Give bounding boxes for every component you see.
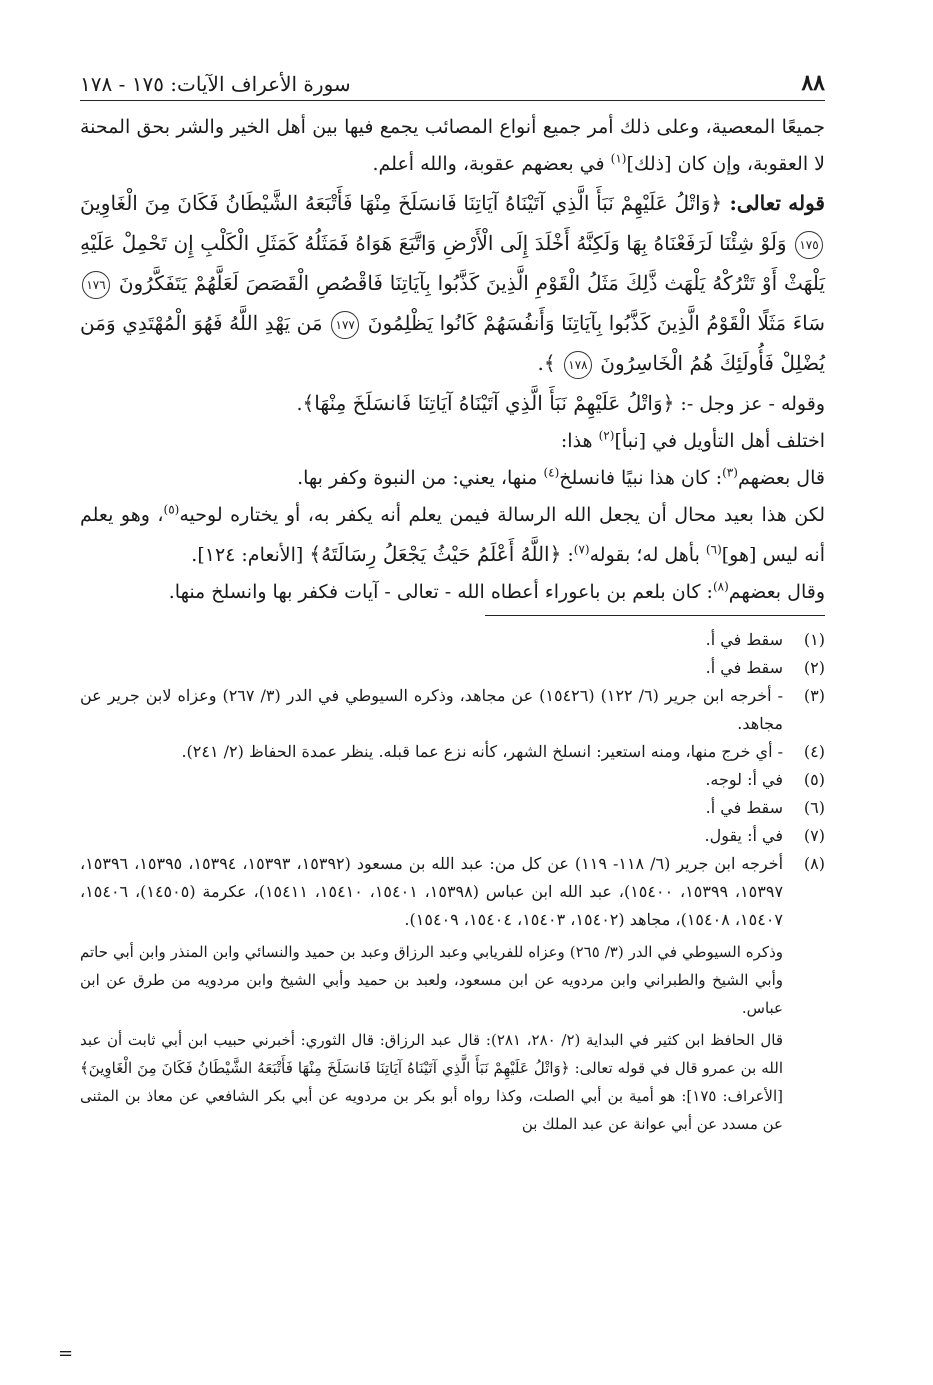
footnote-ref: (٤) [543,465,560,480]
footnote-ref: (٦) [705,542,722,557]
footnote-item: (١) سقط في أ. [705,630,825,649]
footnote-ref: (٣) [722,465,738,480]
surah-title: سورة الأعراف الآيات: ١٧٥ - ١٧٨ [80,72,351,96]
ayah-number-178: ١٧٨ [564,351,592,379]
footnote-item: (٣) - أخرجه ابن جرير (٦/ ١٢٢) (١٥٤٢٦) عن مجاهد، وذكره السيوطي في الدر (٣/ ٢٦٧) وعزاه لابن جرير عن مجاهد. [80,686,825,733]
footnote-divider [485,615,825,616]
footnote-ref: (٨) [712,579,729,594]
footnote-ref: (٥) [163,502,180,517]
ayah-number-175: ١٧٥ [795,231,823,259]
footnote-item: (٧) في أ: يقول. [704,826,825,845]
footnote-ref: (٢) [598,428,615,443]
main-text [80,109,825,611]
footnote-continuation: قال الحافظ ابن كثير في البداية (٢/ ٢٨٠، ٢٨١): قال عبد الرزاق: قال الثوري: أخبرني حبيب ابن أبي ثابت أن عبد الله بن عمرو قال في قوله تعالى: ﴿وَاتْلُ عَلَيْهِمْ نَبَأَ الَّذِي آتَيْنَاهُ آيَاتِنَا فَانسَلَخَ مِنْهَا فَأَتْبَعَهُ الشَّيْطَانُ فَكَانَ مِنَ الْغَاوِينَ﴾ [الأعراف: ١٧٥]: هو أمية بن أبي الصلت، وكذا رواه أبو بكر بن مردويه عن أبي بكر الشافعي عن معاذ بن المثنى عن مسدد عن أبي عوانة عن عبد الملك بن [80,1031,784,1133]
footnote-item: (٨) أخرجه ابن جرير (٦/ ١١٨- ١١٩) عن كل من: عبد الله بن مسعود (١٥٣٩٢، ١٥٣٩٣، ١٥٣٩٤، ١٥٣٩٥، ١٥٣٩٦، ١٥٣٩٧، ١٥٣٩٩، ١٥٤٠٠)، عبد الله ابن عباس (١٥٣٩٨، ١٥٤٠١، ١٥٤١٠، ١٥٤١١)، عكرمة (١٤٥٠٥)، ١٥٤٠٦، ١٥٤٠٧، ١٥٤٠٨)، مجاهد (١٥٤٠٢، ١٥٤٠٣، ١٥٤٠٤، ١٥٤٠٩). [80,854,825,929]
ayah-number-176: ١٧٦ [82,271,110,299]
footnote-item: (٤) - أي خرج منها، ومنه استعير: انسلخ الشهر، كأنه نزع عما قبله. ينظر عمدة الحفاظ (٢/ ٢٤١). [181,742,825,761]
running-header [80,60,825,101]
page-number: ٨٨ [801,70,825,96]
paragraph-3: اختلف أهل التأويل في [نبأ]$^{(٢)}$ هذا: [560,428,825,452]
footnote-item: (٦) سقط في أ. [705,798,825,817]
paragraph-4: قال بعضهم$^{(٣)}$: كان هذا نبيًا فانسلخ$^{(٤)}$ منها، يعني: من النبوة وكفر بها. [297,465,825,489]
footnotes [80,626,825,1138]
ayah-number-177: ١٧٧ [331,311,359,339]
book-page [58,60,826,1370]
continuation-mark: = [58,1343,74,1364]
footnote-item: (٢) سقط في أ. [705,658,825,677]
footnote-ref: (١) [610,151,627,166]
footnote-ref: (٧) [573,542,590,557]
paragraph-6: وقال بعضهم$^{(٨)}$: كان بلعم بن باعوراء أعطاه الله - تعالى - آيات فكفر بها وانسلخ منها. [168,579,825,603]
paragraph-1: جميعًا المعصية، وعلى ذلك أمر جميع أنواع المصائب يجمع فيها بين أهل الخير والشر بحق المحنة لا العقوبة، وإن كان [ذلك]$^{(١)}$ في بعضهم عقوبة، والله أعلم. [80,116,825,175]
footnote-continuation: وذكره السيوطي في الدر (٣/ ٢٦٥) وعزاه للفريابي وعبد الرزاق وعبد بن حميد والنسائي وابن المنذر وابن أبي حاتم وأبي الشيخ والطبراني وابن مردويه عن ابن مسعود، ولعبد بن حميد وأبي الشيخ وابن مردويه من طرق عن ابن عباس. [80,943,783,1017]
quran-verses: قوله تعالى: ﴿وَاتْلُ عَلَيْهِمْ نَبَأَ الَّذِي آتَيْنَاهُ آيَاتِنَا فَانسَلَخَ مِنْهَا فَأَتْبَعَهُ الشَّيْطَانُ فَكَانَ مِنَ الْغَاوِينَ ١٧٥ وَلَوْ شِئْنَا لَرَفَعْنَاهُ بِهَا وَلَكِنَّهُ أَخْلَدَ إِلَى الْأَرْضِ وَاتَّبَعَ هَوَاهُ فَمَثَلُهُ كَمَثَلِ الْكَلْبِ إِن تَحْمِلْ عَلَيْهِ يَلْهَثْ أَوْ تَتْرُكْهُ يَلْهَث ذَّلِكَ مَثَلُ الْقَوْمِ الَّذِينَ كَذَّبُوا بِآيَاتِنَا فَاقْصُصِ الْقَصَصَ لَعَلَّهُمْ يَتَفَكَّرُونَ ١٧٦ سَاءَ مَثَلًا الْقَوْمُ الَّذِينَ كَذَّبُوا بِآيَاتِنَا وَأَنفُسَهُمْ كَانُوا يَظْلِمُونَ ١٧٧ مَن يَهْدِ اللَّهُ فَهُوَ الْمُهْتَدِي وَمَن يُضْلِلْ فَأُولَئِكَ هُمُ الْخَاسِرُونَ ١٧٨ ﴾. [80,183,825,383]
paragraph-5: لكن هذا بعيد محال أن يجعل الله الرسالة فيمن يعلم أنه يكفر به، أو يختاره لوحيه$^{(٥)}$، وهو يعلم أنه ليس [هو]$^{(٦)}$ بأهل له؛ بقوله$^{(٧)}$: ﴿اللَّهُ أَعْلَمُ حَيْثُ يَجْعَلُ رِسَالَتَهُ﴾ [الأنعام: ١٢٤]. [80,502,825,566]
verse-lead: قوله تعالى: [722,191,825,215]
paragraph-2: وقوله - عز وجل -: ﴿وَاتْلُ عَلَيْهِمْ نَبَأَ الَّذِي آتَيْنَاهُ آيَاتِنَا فَانسَلَخَ مِنْهَا﴾. [296,391,825,415]
footnote-item: (٥) في أ: لوجه. [705,770,825,789]
